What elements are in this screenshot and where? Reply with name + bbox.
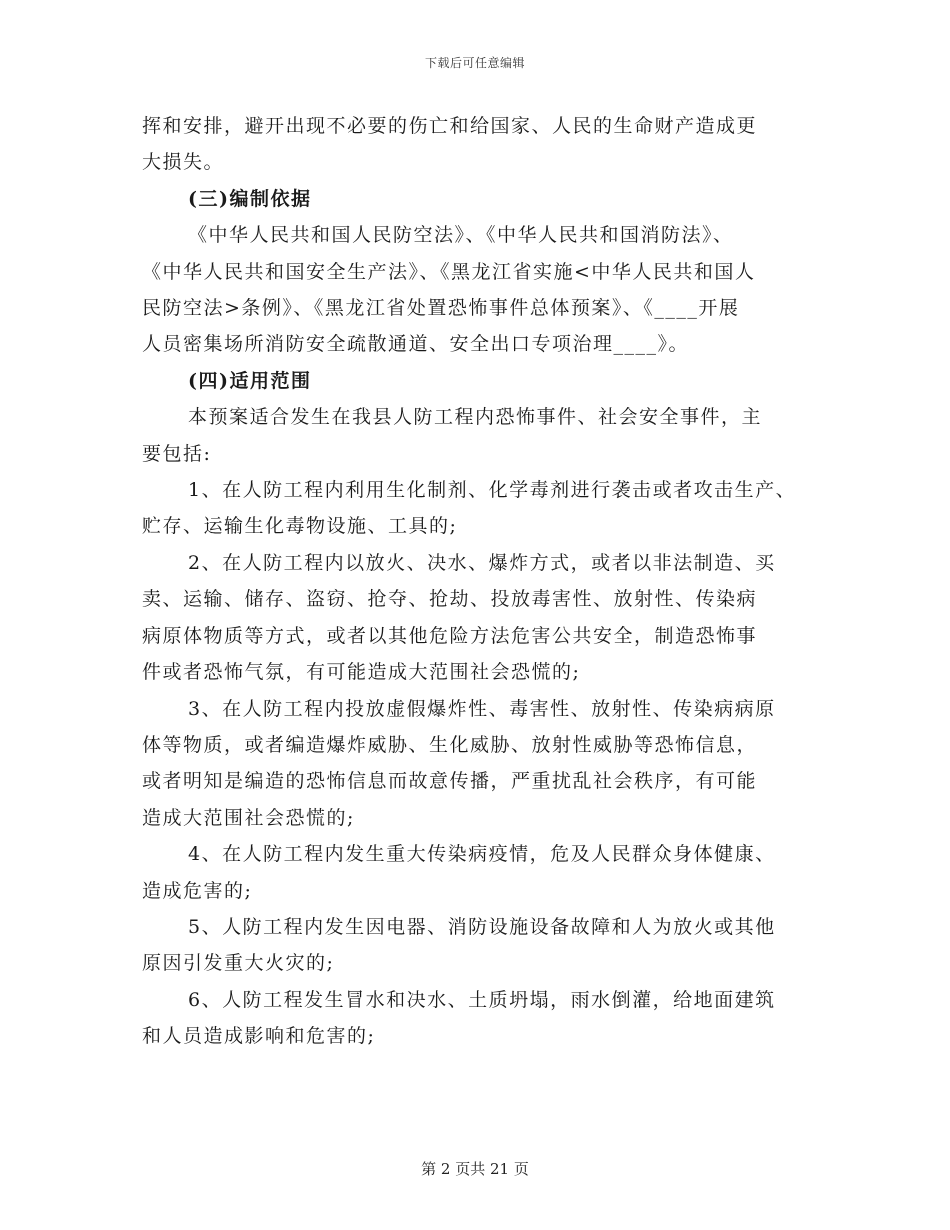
paragraph-line: 民防空法>条例》、《黑龙江省处置恐怖事件总体预案》、《____开展 bbox=[142, 297, 740, 320]
paragraph-line: 要包括: bbox=[142, 442, 212, 465]
paragraph-line: 或者明知是编造的恐怖信息而故意传播，严重扰乱社会秩序，有可能 bbox=[142, 770, 758, 793]
list-item-2: 2、在人防工程内以放火、决水、爆炸方式，或者以非法制造、买 bbox=[188, 551, 776, 574]
section-heading-basis: (三)编制依据 bbox=[188, 187, 312, 210]
paragraph-line: 大损失。 bbox=[142, 151, 225, 174]
paragraph-line: 贮存、运输生化毒物设施、工具的; bbox=[142, 515, 458, 538]
list-item-3: 3、在人防工程内投放虚假爆炸性、毒害性、放射性、传染病病原 bbox=[188, 697, 776, 720]
paragraph-line: 本预案适合发生在我县人防工程内恐怖事件、社会安全事件，主 bbox=[188, 406, 763, 429]
paragraph-line: 病原体物质等方式，或者以其他危险方法危害公共安全，制造恐怖事 bbox=[142, 624, 758, 647]
paragraph-line: 和人员造成影响和危害的; bbox=[142, 1025, 376, 1048]
list-item-6: 6、人防工程发生冒水和决水、土质坍塌，雨水倒灌，给地面建筑 bbox=[188, 988, 776, 1011]
page-footer: 第 2 页共 21 页 bbox=[421, 1160, 529, 1178]
paragraph-line: 挥和安排，避开出现不必要的伤亡和给国家、人民的生命财产造成更 bbox=[142, 115, 758, 137]
paragraph-line: 原因引发重大火灾的; bbox=[142, 952, 335, 975]
paragraph-line: 《中华人民共和国人民防空法》、《中华人民共和国消防法》、 bbox=[188, 224, 734, 247]
page-header: 下载后可任意编辑 bbox=[424, 56, 525, 70]
paragraph-line: 造成危害的; bbox=[142, 879, 253, 902]
paragraph-line: 造成大范围社会恐慌的; bbox=[142, 806, 355, 829]
paragraph-line: 人员密集场所消防安全疏散通道、安全出口专项治理____》。 bbox=[142, 333, 690, 356]
paragraph-line: 体等物质，或者编造爆炸威胁、生化威胁、放射性威胁等恐怖信息， bbox=[142, 733, 758, 756]
section-heading-scope: (四)适用范围 bbox=[188, 369, 312, 392]
paragraph-line: 卖、运输、储存、盗窃、抢夺、抢劫、投放毒害性、放射性、传染病 bbox=[142, 588, 758, 611]
paragraph-line: 《中华人民共和国安全生产法》、《黑龙江省实施<中华人民共和国人 bbox=[142, 260, 756, 283]
list-item-1: 1、在人防工程内利用生化制剂、化学毒剂进行袭击或者攻击生产、 bbox=[188, 479, 797, 502]
list-item-5: 5、人防工程内发生因电器、消防设施设备故障和人为放火或其他 bbox=[188, 915, 776, 938]
list-item-4: 4、在人防工程内发生重大传染病疫情，危及人民群众身体健康、 bbox=[188, 843, 776, 866]
paragraph-line: 件或者恐怖气氛，有可能造成大范围社会恐慌的; bbox=[142, 661, 581, 684]
document-body bbox=[142, 108, 832, 1055]
